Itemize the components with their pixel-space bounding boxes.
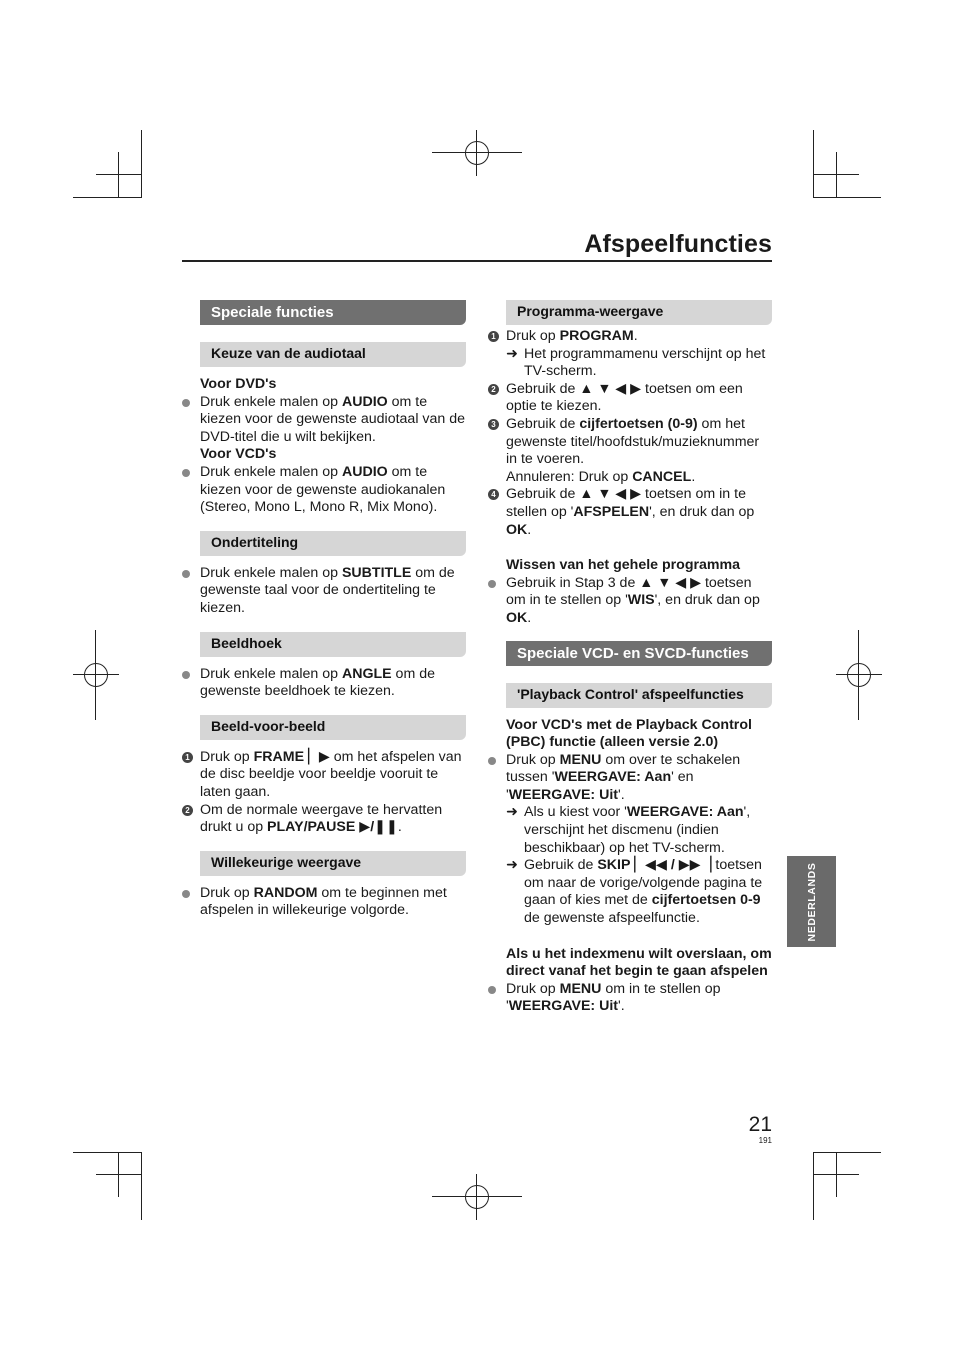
sub-page-number: 191 xyxy=(758,1136,772,1145)
page-number: 21 xyxy=(748,1113,772,1136)
crop-mark xyxy=(141,1152,142,1220)
subheading-audio: Keuze van de audiotaal xyxy=(200,342,466,367)
step-number-icon: 2 xyxy=(488,384,499,395)
list-item: Gebruik in Stap 3 de ▲ ▼ ◀ ▶ toetsen om in te stellen op 'WIS', en druk dan op OK. xyxy=(488,575,772,628)
bullet-icon xyxy=(182,469,190,477)
arrow-note: ➜ Het programmamenu verschijnt op het TV-scherm. xyxy=(506,345,766,380)
title-rule xyxy=(182,260,772,262)
crop-mark xyxy=(836,152,837,198)
list-item: Druk enkele malen op SUBTITLE om de gewenste taal voor de ondertiteling te kiezen. xyxy=(182,565,466,618)
subheading-angle: Beeldhoek xyxy=(200,632,466,657)
crop-mark xyxy=(73,1152,142,1153)
list-item: 1 Druk op PROGRAM. xyxy=(488,328,772,346)
section-heading-special-functions: Speciale functies xyxy=(200,300,466,325)
crop-mark xyxy=(813,174,859,175)
bullet-icon xyxy=(182,399,190,407)
crop-mark xyxy=(813,130,814,198)
bullet-icon xyxy=(488,580,496,588)
list-item: 3 Gebruik de cijfertoetsen (0-9) om het gewenste titel/hoofdstuk/muzieknummer in te voeren. Annuleren: Druk op CANCEL. xyxy=(488,416,772,486)
arrow-right-icon: ➜ xyxy=(506,345,518,362)
clear-program-heading: Wissen van het gehele programma xyxy=(506,557,741,574)
vcd-label: Voor VCD's xyxy=(200,446,277,463)
bullet-icon xyxy=(488,986,496,994)
list-item: 4 Gebruik de ▲ ▼ ◀ ▶ toetsen om in te stellen op 'AFSPELEN', en druk dan op OK. xyxy=(488,486,772,539)
subheading-subtitle: Ondertiteling xyxy=(200,531,466,556)
crop-mark xyxy=(813,1152,881,1153)
skip-index-heading: Als u het indexmenu wilt overslaan, om direct vanaf het begin te gaan afspelen xyxy=(506,945,772,980)
bullet-icon xyxy=(182,890,190,898)
registration-mark-right xyxy=(836,630,882,720)
list-item: Druk op MENU om over te schakelen tussen 'WEERGAVE: Aan' en 'WEERGAVE: Uit'. xyxy=(488,752,772,805)
list-item: 2 Om de normale weergave te hervatten drukt u op PLAY/PAUSE ▶/❚❚. xyxy=(182,802,466,837)
step-number-icon: 3 xyxy=(488,419,499,430)
registration-mark-bottom xyxy=(432,1174,522,1220)
list-item: Druk enkele malen op AUDIO om te kiezen voor de gewenste audiokanalen (Stereo, Mono L, Mono R, Mix Mono). xyxy=(182,464,466,517)
step-number-icon: 1 xyxy=(182,752,193,763)
step-number-icon: 4 xyxy=(488,489,499,500)
crop-mark xyxy=(813,197,881,198)
bullet-icon xyxy=(182,570,190,578)
crop-mark xyxy=(96,174,142,175)
step-number-icon: 1 xyxy=(488,331,499,342)
bullet-icon xyxy=(182,671,190,679)
crop-mark xyxy=(96,1174,142,1175)
language-side-tab xyxy=(787,856,836,947)
crop-mark xyxy=(813,1152,814,1220)
language-label: NEDERLANDS xyxy=(805,862,818,941)
left-column xyxy=(185,300,466,920)
list-item: Druk enkele malen op ANGLE om de gewenste beeldhoek te kiezen. xyxy=(182,666,466,701)
list-item: Druk enkele malen op AUDIO om te kiezen voor de gewenste audiotaal van de DVD-titel die u wilt bekijken. xyxy=(182,394,466,447)
crop-mark xyxy=(73,197,142,198)
pbc-intro: Voor VCD's met de Playback Control (PBC) functie (alleen versie 2.0) xyxy=(506,716,752,751)
dvd-label: Voor DVD's xyxy=(200,376,277,392)
list-item: 1 Druk op FRAME ▏▶ om het afspelen van de disc beeldje voor beeldje vooruit te laten gaan. xyxy=(182,749,466,802)
crop-mark xyxy=(118,152,119,198)
subheading-frame: Beeld-voor-beeld xyxy=(200,715,466,740)
right-column xyxy=(491,300,772,1016)
step-number-icon: 2 xyxy=(182,805,193,816)
arrow-note: ➜ Gebruik de SKIP ▏◀◀ / ▶▶▕ toetsen om naar de vorige/volgende pagina te gaan of kies met de cijfertoetsen 0-9 de gewenste afspeelfunctie. xyxy=(506,857,763,927)
arrow-note: ➜ Als u kiest voor 'WEERGAVE: Aan', verschijnt het discmenu (indien beschikbaar) op het TV-scherm. xyxy=(506,804,751,856)
bullet-icon xyxy=(488,757,496,765)
list-item: Druk op MENU om in te stellen op 'WEERGAVE: Uit'. xyxy=(488,981,772,1016)
crop-mark xyxy=(141,130,142,198)
list-item: 2 Gebruik de ▲ ▼ ◀ ▶ toetsen om een optie te kiezen. xyxy=(488,381,772,416)
list-item: Druk op RANDOM om te beginnen met afspelen in willekeurige volgorde. xyxy=(182,885,466,920)
registration-mark-top xyxy=(432,130,522,176)
registration-mark-left xyxy=(73,630,119,720)
crop-mark xyxy=(813,1174,859,1175)
page-title: Afspeelfuncties xyxy=(584,230,772,258)
arrow-right-icon: ➜ xyxy=(506,804,518,821)
subheading-random: Willekeurige weergave xyxy=(200,851,466,876)
subheading-program: Programma-weergave xyxy=(506,300,772,325)
arrow-right-icon: ➜ xyxy=(506,857,518,874)
subheading-pbc: 'Playback Control' afspeelfuncties xyxy=(506,683,772,708)
section-heading-vcd-functions: Speciale VCD- en SVCD-functies xyxy=(506,641,772,666)
